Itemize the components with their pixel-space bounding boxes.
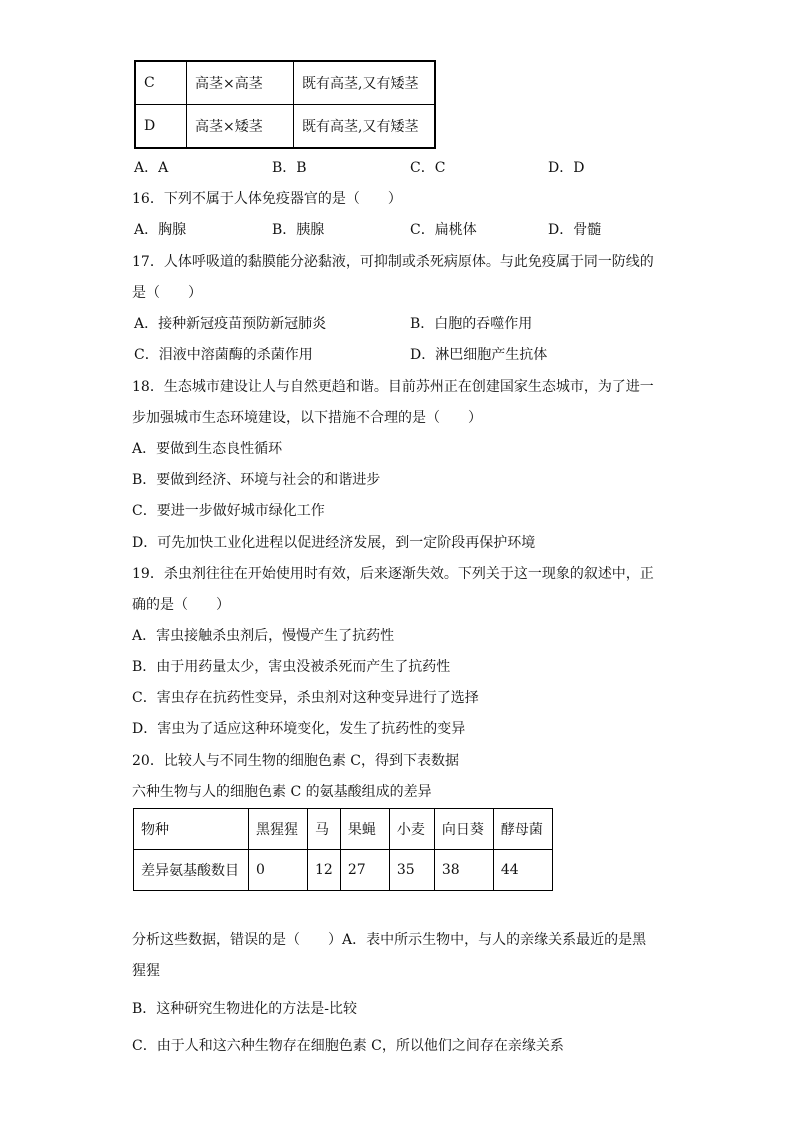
q20-analysis-line-1: 分析这些数据，错误的是（ ）A．表中所示生物中，与人的亲缘关系最近的是黑: [132, 932, 647, 948]
q17-stem-line-2: 是（ ）: [132, 285, 202, 301]
table-cell: C: [135, 61, 187, 105]
q19-option-a: A．害虫接触杀虫剂后，慢慢产生了抗药性: [132, 628, 395, 644]
q17-option-a: A．接种新冠疫苗预防新冠肺炎: [134, 316, 327, 332]
q17-stem-line-1: 17．人体呼吸道的黏膜能分泌黏液，可抑制或杀死病原体。与此免疫属于同一防线的: [132, 254, 654, 270]
table-cell: 既有高茎,又有矮茎: [294, 61, 436, 105]
q18-stem-line-2: 步加强城市生态环境建设，以下措施不合理的是（ ）: [132, 410, 482, 426]
table-header-cell: 物种: [134, 809, 249, 850]
q16-option-c: C．扁桃体: [410, 222, 477, 238]
q18-option-a: A．要做到生态良性循环: [132, 441, 283, 457]
q18-option-c: C．要进一步做好城市绿化工作: [132, 503, 325, 519]
table-header-cell: 果蝇: [340, 809, 389, 850]
q20-analysis-line-2: 猩猩: [132, 963, 160, 979]
table-header-cell: 酵母菌: [493, 809, 552, 850]
table-header-cell: 向日葵: [434, 809, 493, 850]
table-cell: 27: [340, 850, 389, 891]
table-cell: 既有高茎,又有矮茎: [294, 105, 436, 149]
q17-option-d: D．淋巴细胞产生抗体: [410, 347, 548, 363]
q20-option-b: B．这种研究生物进化的方法是-比较: [132, 1001, 358, 1017]
q18-option-d: D．可先加快工业化进程以促进经济发展，到一定阶段再保护环境: [132, 535, 536, 551]
q17-option-b: B．白胞的吞噬作用: [410, 316, 533, 332]
q19-stem-line-2: 确的是（ ）: [132, 597, 230, 613]
table-row: [134, 850, 553, 891]
cross-table: [134, 60, 436, 149]
q19-option-c: C．害虫存在抗药性变异，杀虫剂对这种变异进行了选择: [132, 690, 479, 706]
q15-option-a: A．A: [134, 160, 169, 176]
table-header-cell: 马: [308, 809, 341, 850]
q19-stem-line-1: 19．杀虫剂往往在开始使用时有效，后来逐渐失效。下列关于这一现象的叙述中，正: [132, 566, 654, 582]
q20-option-c: C．由于人和这六种生物存在细胞色素 C，所以他们之间存在亲缘关系: [132, 1038, 564, 1054]
table-cell: 44: [493, 850, 552, 891]
q15-option-c: C．C: [410, 160, 446, 176]
cytochrome-table: [133, 808, 553, 891]
q17-option-c: C．泪液中溶菌酶的杀菌作用: [134, 347, 313, 363]
q19-option-d: D．害虫为了适应这种环境变化，发生了抗药性的变异: [132, 721, 466, 737]
table-row: [135, 61, 435, 105]
q20-stem: 20．比较人与不同生物的细胞色素 C，得到下表数据: [132, 753, 459, 769]
table-cell: 38: [434, 850, 493, 891]
table-row: [135, 105, 435, 149]
table-header-cell: 黑猩猩: [249, 809, 308, 850]
q16-option-d: D．骨髓: [548, 222, 602, 238]
table-cell: 35: [389, 850, 434, 891]
table-cell: 差异氨基酸数目: [134, 850, 249, 891]
table-cell: 高茎×高茎: [187, 61, 294, 105]
table-header-cell: 小麦: [389, 809, 434, 850]
table-cell: 12: [308, 850, 341, 891]
table-cell: 0: [249, 850, 308, 891]
q16-option-b: B．胰腺: [272, 222, 325, 238]
q18-stem-line-1: 18．生态城市建设让人与自然更趋和谐。目前苏州正在创建国家生态城市，为了进一: [132, 379, 654, 395]
table-cell: D: [135, 105, 187, 149]
table-header-row: [134, 809, 553, 850]
q18-option-b: B．要做到经济、环境与社会的和谐进步: [132, 472, 381, 488]
table-cell: 高茎×矮茎: [187, 105, 294, 149]
q16-stem: 16．下列不属于人体免疫器官的是（ ）: [132, 191, 402, 207]
q16-option-a: A．胸腺: [134, 222, 187, 238]
q15-option-d: D．D: [548, 160, 585, 176]
q20-table-caption: 六种生物与人的细胞色素 C 的氨基酸组成的差异: [132, 784, 432, 800]
q19-option-b: B．由于用药量太少，害虫没被杀死而产生了抗药性: [132, 659, 451, 675]
q15-option-b: B．B: [272, 160, 307, 176]
